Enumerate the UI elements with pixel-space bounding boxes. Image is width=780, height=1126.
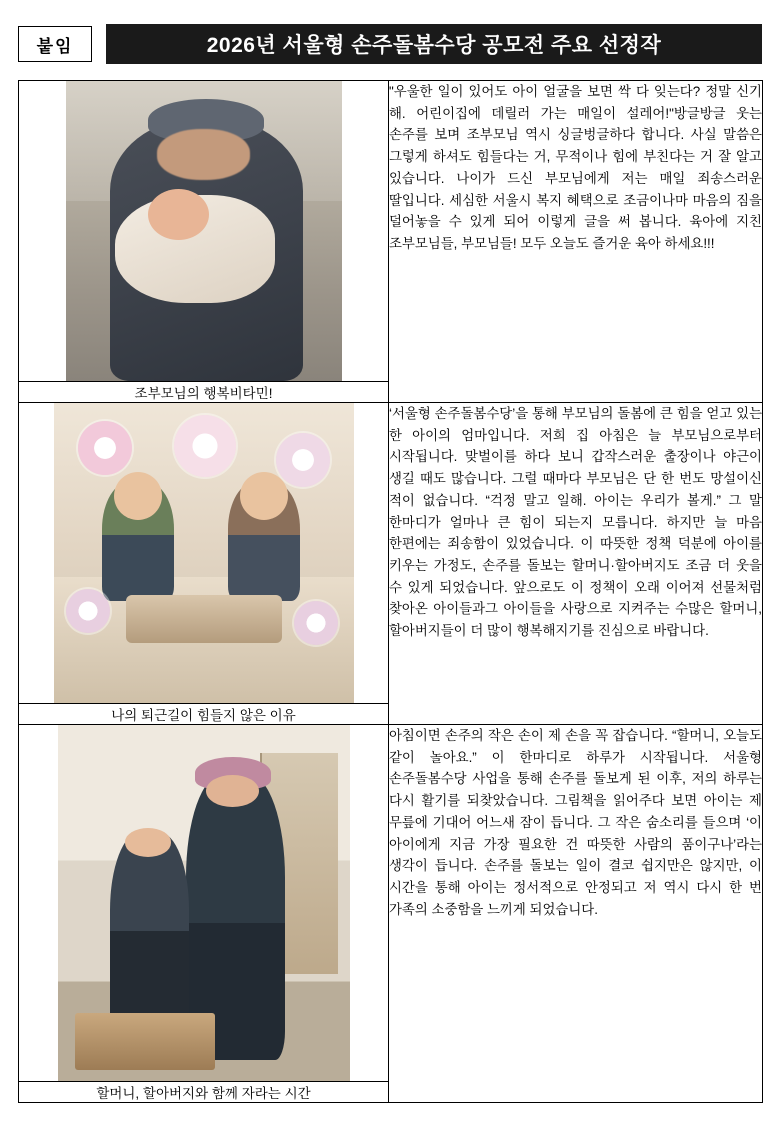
entry-2-image-cell (19, 403, 389, 704)
entry-3-body: 아침이면 손주의 작은 손이 제 손을 꼭 잡습니다. “할머니, 오늘도 같이 놀아요.” 이 한마디로 하루가 시작됩니다. 서울형 손주돌봄수당 사업을 통해 손주를 돌보게 된 이후, 저의 하루는 다시 활기를 되찾았습니다. 그림책을 읽어주다 보면 아이는 제 무릎에 기대어 어느새 잠이 듭니다. 그 작은 숨소리를 들으며 ‘이 아이에게 지금 가장 필요한 건 따뜻한 사람의 품이구나’라는 생각이 듭니다. 손주를 돌보는 일이 결코 쉽지만은 않지만, 이 시간을 통해 아이는 정서적으로 안정되고 저 역시 다시 한 번 가족의 소중함을 느끼게 되었습니다. (389, 728, 762, 917)
entry-3-image-cell (19, 725, 389, 1082)
entry-3-caption: 할머니, 할아버지와 함께 자라는 시간 (19, 1082, 389, 1103)
entry-2-text-cell (389, 403, 763, 725)
entry-3-photo (58, 725, 350, 1081)
entry-1-text-cell (389, 81, 763, 403)
page-title: 2026년 서울형 손주돌봄수당 공모전 주요 선정작 (106, 24, 762, 64)
table-row (19, 725, 763, 1082)
entry-1-photo (66, 81, 342, 381)
entry-1-body: "우울한 일이 있어도 아이 얼굴을 보면 싹 다 잊는다? 정말 신기 해. 어린이집에 데릴러 가는 매일이 설레어!"방글방글 웃는 손주를 보며 조부모님 역시 싱글벙글하다 합니다. 사실 말씀은 그렇게 하셔도 힘들다는 거, 무적이나 힘에 부친다는 거 잘 알고 있습니다. 나이가 드신 부모님에게 저는 매일 죄송스러운 딸입니다. 세심한 서울시 복지 혜택으로 조금이나마 마음의 짐을 덜어놓을 수 있게 되어 이렇게 글을 써 봅니다. 육아에 지친 조부모님들, 부모님들! 모두 오늘도 즐거운 육아 하세요!!! (389, 84, 762, 251)
table-row (19, 81, 763, 382)
attachment-label: 붙임 (18, 26, 92, 62)
entry-1-image-cell (19, 81, 389, 382)
entry-3-text-cell (389, 725, 763, 1103)
document-header (18, 24, 762, 64)
entry-1-caption: 조부모님의 행복비타민! (19, 382, 389, 403)
table-row (19, 403, 763, 704)
entries-table (18, 80, 763, 1103)
entry-2-body: ‘서울형 손주돌봄수당’을 통해 부모님의 돌봄에 큰 힘을 얻고 있는 한 아이의 엄마입니다. 저희 집 아침은 늘 부모님으로부터 시작됩니다. 맞벌이를 하다 보니 갑작스러운 출장이나 야근이 생길 때도 많습니다. 그럴 때마다 부모님은 단 한 번도 망설이신 적이 없습니다. “걱정 말고 일해. 아이는 우리가 볼게.” 그 말 한마디가 얼마나 큰 힘이 되는지 모릅니다. 하지만 늘 마음 한편에는 죄송함이 있었습니다. 이 따뜻한 정책 덕분에 아이를 키우는 가정도, 손주를 돌보는 할머니·할아버지도 조금 더 웃을 수 있게 되었습니다. 앞으로도 이 정책이 오래 이어져 선물처럼 찾아온 아이들과그 아이들을 사랑으로 지켜주는 수많은 할머니, 할아버지들이 더 많이 행복해지기를 진심으로 바랍니다. (389, 406, 762, 639)
entry-2-photo (54, 403, 354, 703)
entry-2-caption: 나의 퇴근길이 힘들지 않은 이유 (19, 704, 389, 725)
